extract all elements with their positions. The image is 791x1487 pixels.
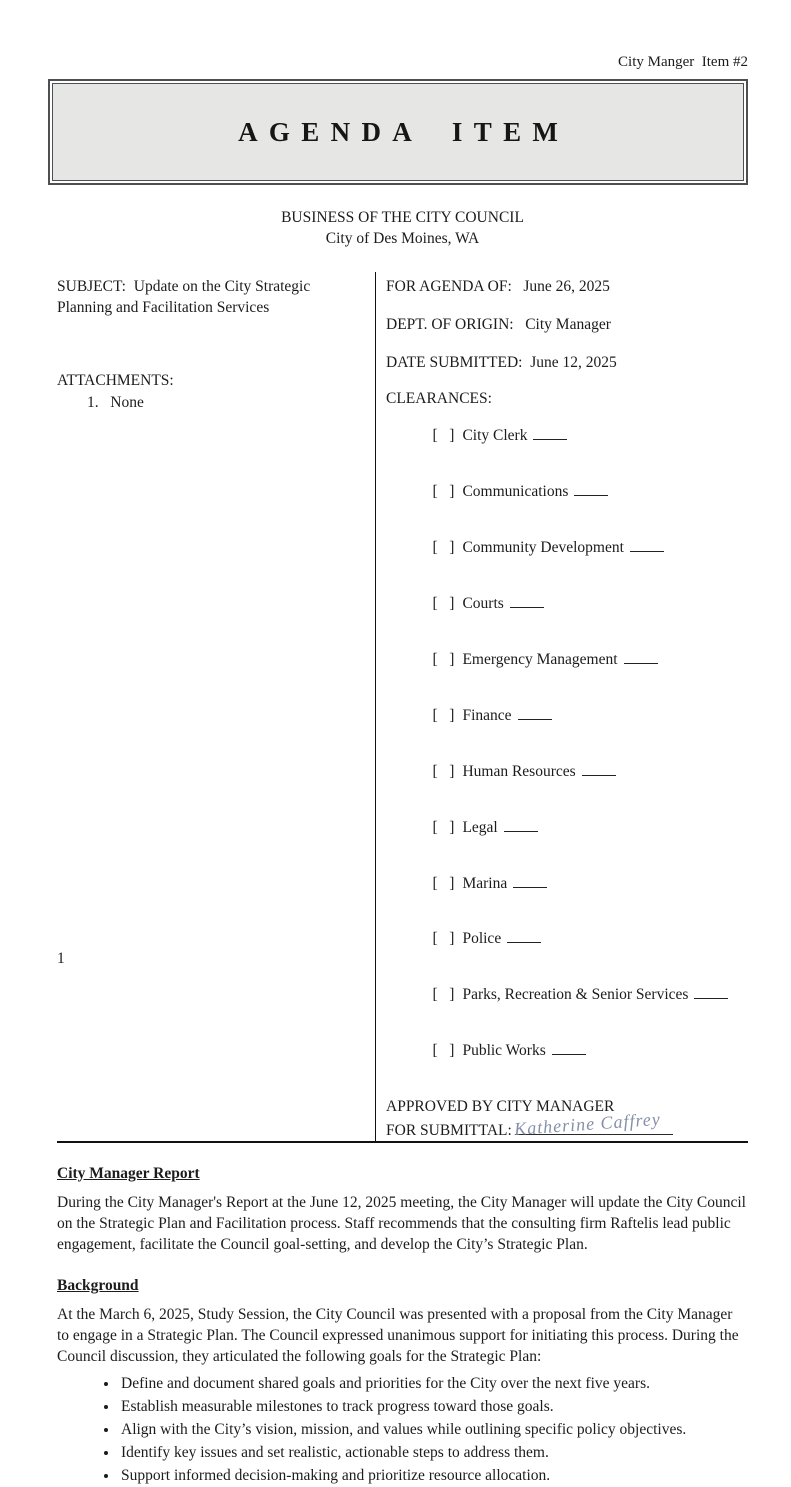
clearance-label: Courts [462, 595, 504, 613]
clearance-blank-line [552, 1041, 586, 1055]
clearance-checkbox: [ ] [432, 818, 455, 836]
clearance-checkbox: [ ] [432, 706, 455, 724]
approval-block [386, 1097, 748, 1141]
subject-text [57, 276, 363, 318]
clearance-label: Marina [462, 874, 508, 892]
clearance-row [386, 408, 748, 464]
clearance-label: Finance [462, 706, 512, 724]
strategic-plan-goals-list [57, 1373, 748, 1486]
clearance-blank-line [630, 538, 664, 552]
subject-label: SUBJECT: [57, 277, 126, 295]
clearance-blank-line [574, 482, 608, 496]
clearance-row [386, 743, 748, 799]
date-submitted-value: June 12, 2025 [530, 353, 617, 371]
attachments-block [57, 370, 363, 413]
goal-list-item: • Define and document shared goals and priorities for the City over the next five years. [119, 1373, 748, 1394]
clearance-row [386, 576, 748, 632]
clearance-checkbox: [ ] [432, 930, 455, 948]
approved-by-line: APPROVED BY CITY MANAGER [386, 1097, 615, 1115]
clearance-label: Public Works [462, 1042, 546, 1060]
clearance-row [386, 1023, 748, 1079]
clearance-blank-line [624, 650, 658, 664]
goal-list-item: • Support informed decision-making and prioritize resource allocation. [119, 1465, 748, 1486]
info-table-right-column [375, 272, 748, 1141]
clearance-checkbox: [ ] [432, 483, 455, 501]
subject-value: Update on the City Strategic Planning and Facilitation Services [57, 277, 311, 316]
clearance-checkbox: [ ] [432, 986, 455, 1004]
clearance-blank-line [533, 426, 567, 440]
for-agenda-label: FOR AGENDA OF: [386, 277, 512, 295]
clearance-blank-line [510, 594, 544, 608]
subject-block [57, 276, 363, 318]
dept-origin-value: City Manager [525, 315, 611, 333]
goal-list-item: • Establish measurable milestones to track progress toward those goals. [119, 1396, 748, 1417]
clearance-label: Legal [462, 818, 498, 836]
goal-list-item: • Identify key issues and set realistic, actionable steps to address them. [119, 1442, 748, 1463]
clearance-label: Emergency Management [462, 650, 618, 668]
city-manager-report-heading: City Manager Report [57, 1164, 200, 1182]
signature: Katherine Caffrey [513, 1108, 662, 1139]
page-number: 1 [57, 950, 65, 967]
for-submittal-line [386, 1108, 748, 1140]
clearance-label: Police [462, 930, 502, 948]
clearance-checkbox: [ ] [432, 874, 455, 892]
clearance-label: Communications [462, 483, 569, 501]
city-manager-report-paragraph: During the City Manager's Report at the June 12, 2025 meeting, the City Manager will update the City Council on the Strategic Plan and Facilitation process. Staff recommends that the consulting firm Raftelis lead public engagement, facilitate the Council goal-setting, and develop the City’s Strategic Plan. [57, 1193, 746, 1253]
clearances-label: CLEARANCES: [386, 389, 492, 407]
clearances-list [386, 408, 748, 1079]
clearance-label: Community Development [462, 539, 624, 557]
clearance-label: City Clerk [462, 427, 528, 445]
clearance-row [386, 799, 748, 855]
clearance-row [386, 464, 748, 520]
clearance-blank-line [513, 874, 547, 888]
clearance-checkbox: [ ] [432, 427, 455, 445]
for-agenda-value: June 26, 2025 [523, 277, 610, 295]
date-submitted-label: DATE SUBMITTED: [386, 353, 523, 371]
date-submitted-row [386, 352, 748, 373]
clearance-blank-line [582, 762, 616, 776]
clearance-row [386, 855, 748, 911]
for-submittal-label: FOR SUBMITTAL: [386, 1122, 512, 1140]
clearance-row [386, 967, 748, 1023]
agenda-item-banner-inner [52, 83, 744, 181]
dept-origin-row [386, 314, 748, 335]
attachment-item: 1. None [87, 393, 144, 411]
clearance-checkbox: [ ] [432, 762, 455, 780]
dept-origin-label: DEPT. OF ORIGIN: [386, 315, 514, 333]
clearance-blank-line [504, 818, 538, 832]
clearance-label: Human Resources [462, 762, 576, 780]
background-heading: Background [57, 1276, 139, 1294]
clearance-checkbox: [ ] [432, 595, 455, 613]
clearance-row [386, 911, 748, 967]
attachments-label: ATTACHMENTS: [57, 371, 174, 389]
clearance-checkbox: [ ] [432, 650, 455, 668]
clearance-checkbox: [ ] [432, 1042, 455, 1060]
clearance-blank-line [694, 985, 728, 999]
for-agenda-row [386, 276, 748, 297]
clearance-label: Parks, Recreation & Senior Services [462, 986, 689, 1004]
clearance-blank-line [518, 706, 552, 720]
banner-title: AGENDA ITEM [238, 117, 570, 148]
org-name: BUSINESS OF THE CITY COUNCIL [281, 209, 524, 227]
signature-line [513, 1108, 673, 1139]
background-paragraph: At the March 6, 2025, Study Session, the City Council was presented with a proposal from the City Manager to engage in a Strategic Plan. The Council expressed unanimous support for initiating this process. During the Council discussion, they articulated the following goals for the Strategic Plan: [57, 1305, 739, 1366]
clearance-row [386, 632, 748, 688]
clearance-row [386, 520, 748, 576]
corner-label: City Manger Item #2 [618, 54, 748, 70]
org-header [57, 207, 748, 249]
agenda-item-banner [48, 79, 748, 185]
info-table-left-column [57, 272, 375, 1141]
clearance-row [386, 688, 748, 744]
clearance-blank-line [507, 929, 541, 943]
goal-list-item: • Align with the City’s vision, mission, and values while outlining specific policy objectives. [119, 1419, 748, 1440]
clearance-checkbox: [ ] [432, 539, 455, 557]
org-city: City of Des Moines, WA [325, 230, 480, 248]
agenda-info-table [57, 272, 748, 1143]
